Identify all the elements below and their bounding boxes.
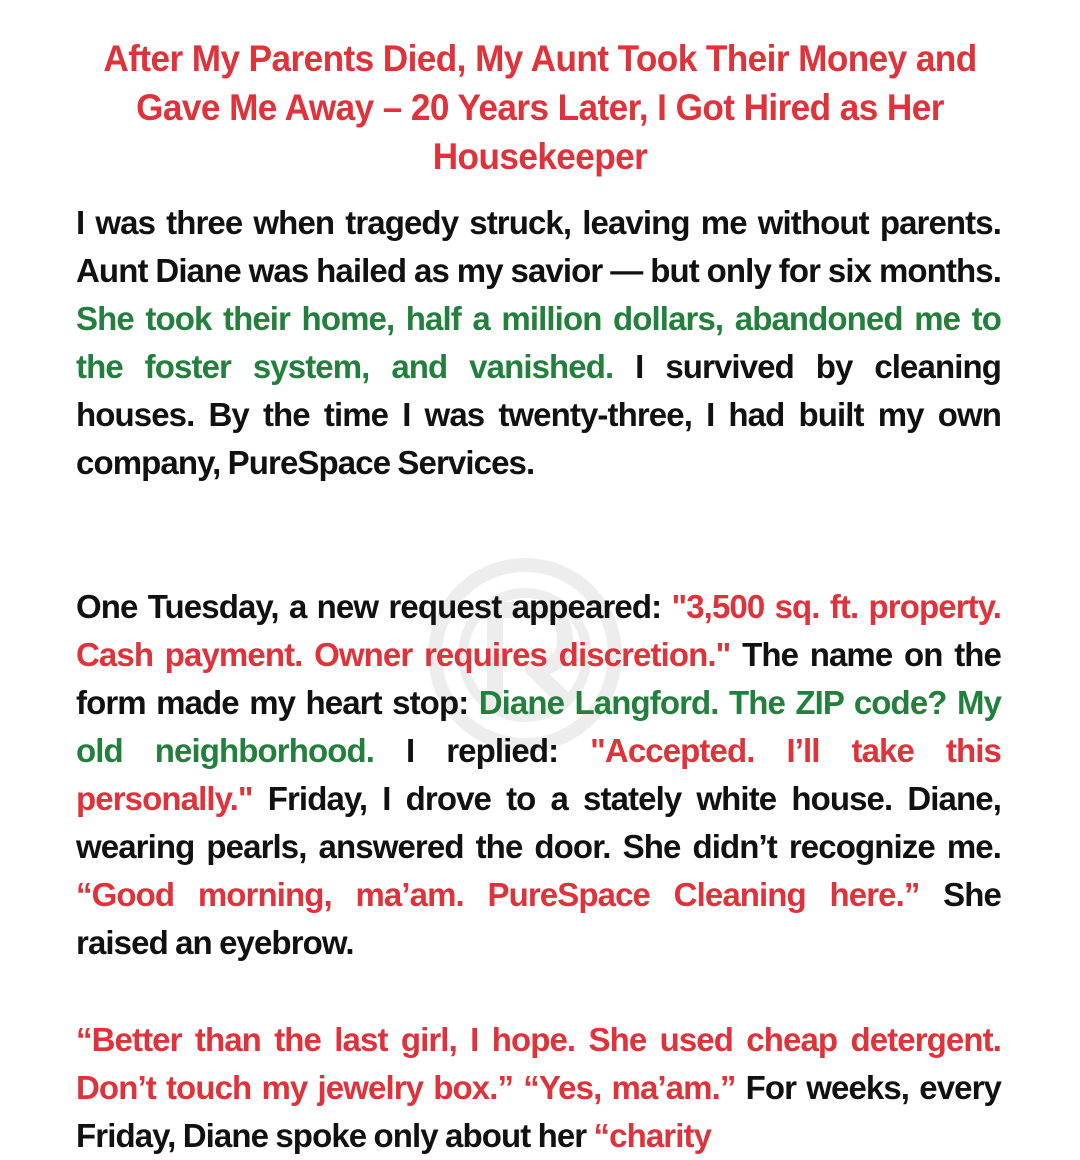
paragraph-2-text: Friday, I drove to a stately white house. Diane, wearing pearls, answered the door. She didn’t recognize me. <box>76 780 1001 865</box>
paragraph-3-quote: “Better than the last girl, I hope. She used cheap detergent. Don’t touch my jewelry box.” “Yes, ma’am.” <box>76 1021 1001 1106</box>
paragraph-2-text: The name on the form made my heart stop: <box>76 636 1001 721</box>
paragraph-3-text: For weeks, every Friday, Diane spoke only about her <box>76 1069 1001 1154</box>
paragraph-2-highlight: Diane Langford. The ZIP code? My old neighborhood. <box>76 684 1001 769</box>
paragraph-1-text: I survived by cleaning houses. By the time I was twenty-three, I had built my own company, PureSpace Services. <box>76 348 1001 481</box>
paragraph-2-text: She raised an eyebrow. <box>76 876 1001 961</box>
paragraph-2-quote: "3,500 sq. ft. property. Cash payment. Owner requires discretion." <box>76 588 1001 673</box>
paragraph-1-highlight: She took their home, half a million dollars, abandoned me to the foster system, and vanished. <box>76 300 1001 385</box>
paragraph-3-quote: “charity <box>593 1117 712 1154</box>
paragraph-2-text: One Tuesday, a new request appeared: <box>76 588 672 625</box>
story-paragraph-1 <box>76 199 1001 487</box>
paragraph-2-quote: “Good morning, ma’am. PureSpace Cleaning here.” <box>76 876 920 913</box>
article-title: After My Parents Died, My Aunt Took Their Money and Gave Me Away – 20 Years Later, I Got Hired as Her Housekeeper <box>103 38 977 177</box>
paragraph-2-text: I replied: <box>374 732 591 769</box>
story-paragraph-3 <box>76 1016 1001 1160</box>
paragraph-1-text: I was three when tragedy struck, leaving me without parents. Aunt Diane was hailed as my savior — but only for six months. <box>76 204 1001 289</box>
paragraph-2-quote: "Accepted. I’ll take this personally." <box>76 732 1001 817</box>
story-paragraph-2 <box>76 583 1001 967</box>
